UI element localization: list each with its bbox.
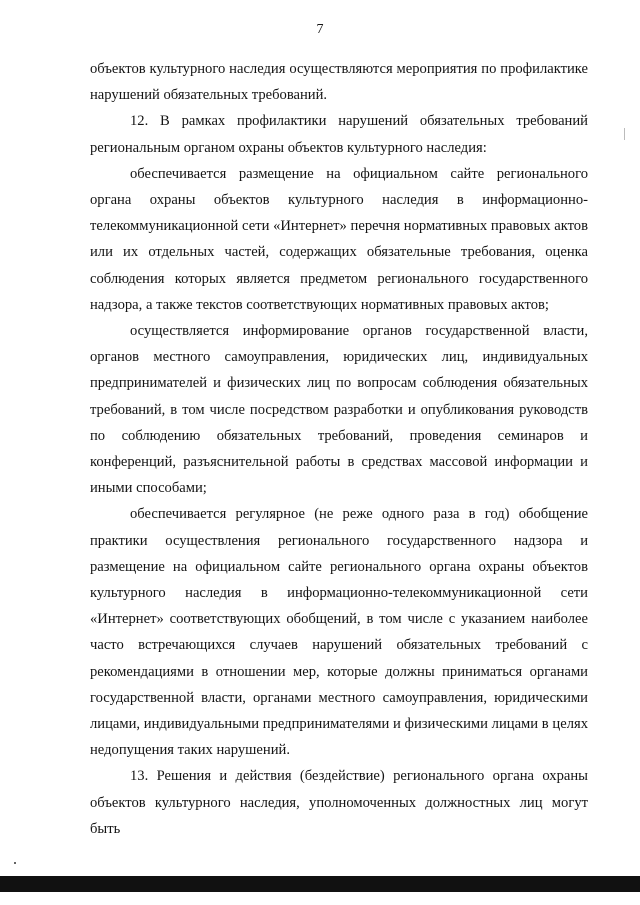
paragraph-publication-list: обеспечивается размещение на официальном сайте регионального органа охраны объектов культурного наследия в информационно-телекоммуникационной сети «Интернет» перечня нормативных правовых актов или их отдельных частей, содержащих обязательные требования, оценка соблюдения которых является предметом регионального государственного надзора, а также текстов соответствующих нормативных правовых актов; bbox=[90, 165, 588, 313]
paragraph-continuation: объектов культурного наследия осуществляются мероприятия по профилактике нарушений обязательных требований. bbox=[90, 61, 588, 104]
page-number: 7 bbox=[316, 22, 324, 37]
paragraph-practice-summary: обеспечивается регулярное (не реже одного раза в год) обобщение практики осуществления регионального государственного надзора и размещение на официальном сайте регионального органа охраны объектов культурного наследия в информационно-телекоммуникационной сети «Интернет» соответствующих обобщений, в том числе с указанием наиболее часто встречающихся случаев нарушений обязательных требований с рекомендациями в отношении мер, которые должны приниматься органами государственной власти, органами местного самоуправления, юридическими лицами, индивидуальными предпринимателями и физическими лицами в целях недопущения таких нарушений. bbox=[90, 506, 588, 759]
scan-margin-mark bbox=[624, 128, 625, 140]
scan-bottom-edge bbox=[0, 876, 640, 892]
paragraph-clause-12: 12. В рамках профилактики нарушений обязательных требований региональным органом охраны объектов культурного наследия: bbox=[90, 113, 588, 156]
document-body bbox=[90, 56, 588, 842]
scan-speck bbox=[14, 862, 16, 864]
paragraph-clause-13: 13. Решения и действия (бездействие) регионального органа охраны объектов культурного наследия, уполномоченных должностных лиц могут быть bbox=[90, 768, 588, 837]
paragraph-informing: осуществляется информирование органов государственной власти, органов местного самоуправления, юридических лиц, индивидуальных предпринимателей и физических лиц по вопросам соблюдения обязательных требований, в том числе посредством разработки и опубликования руководств по соблюдению обязательных требований, проведения семинаров и конференций, разъяснительной работы в средствах массовой информации и иными способами; bbox=[90, 323, 588, 497]
